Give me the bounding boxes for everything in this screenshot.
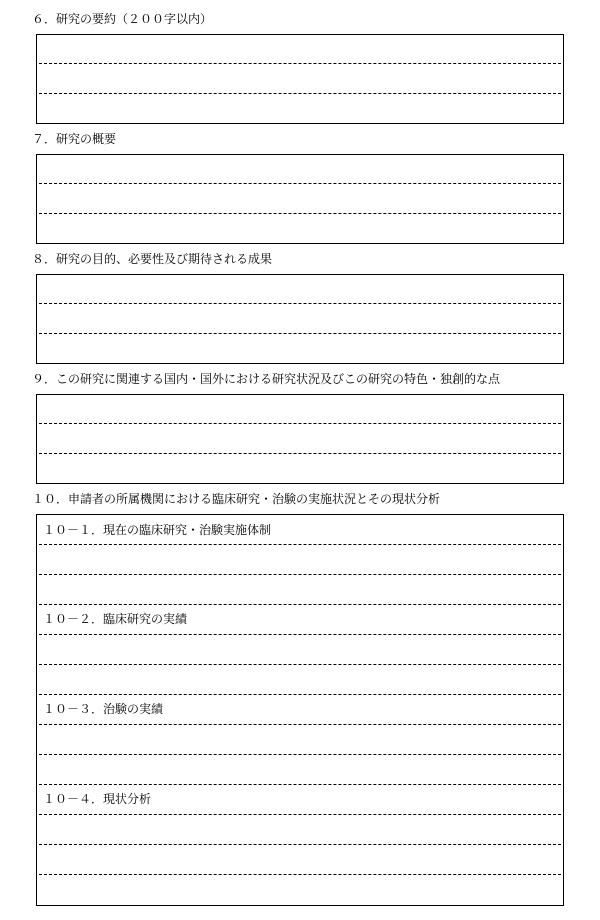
section-10-input-area[interactable] — [37, 515, 563, 905]
section-6-heading: ６．研究の要約（２００字以内） — [32, 12, 213, 26]
section-9-input-area[interactable] — [37, 395, 563, 483]
ruled-line — [39, 544, 561, 545]
section-10-heading: １０．申請者の所属機関における臨床研究・治験の実施状況とその現状分析 — [32, 492, 441, 506]
ruled-line — [39, 754, 561, 755]
subsection-10-2-heading: １０－２．臨床研究の実績 — [43, 612, 188, 626]
subsection-10-3-heading: １０－３．治験の実績 — [43, 702, 164, 716]
section-7-input-area[interactable] — [37, 155, 563, 243]
section-8-box — [36, 274, 564, 364]
ruled-line — [39, 694, 561, 695]
ruled-line — [39, 213, 561, 214]
ruled-line — [39, 604, 561, 605]
section-7-heading: ７．研究の概要 — [32, 132, 117, 146]
section-8-input-area[interactable] — [37, 275, 563, 363]
ruled-line — [39, 814, 561, 815]
ruled-line — [39, 844, 561, 845]
ruled-line — [39, 724, 561, 725]
ruled-line — [39, 634, 561, 635]
ruled-line — [39, 874, 561, 875]
ruled-line — [39, 303, 561, 304]
section-6-input-area[interactable] — [37, 35, 563, 123]
subsection-10-1-heading: １０－１．現在の臨床研究・治験実施体制 — [43, 523, 272, 537]
ruled-line — [39, 63, 561, 64]
ruled-line — [39, 183, 561, 184]
ruled-line — [39, 664, 561, 665]
ruled-line — [39, 453, 561, 454]
ruled-line — [39, 784, 561, 785]
ruled-line — [39, 93, 561, 94]
ruled-line — [39, 574, 561, 575]
section-9-box — [36, 394, 564, 484]
subsection-10-4-heading: １０－４．現状分析 — [43, 792, 152, 806]
section-8-heading: ８．研究の目的、必要性及び期待される成果 — [32, 252, 273, 266]
section-6-box — [36, 34, 564, 124]
section-7-box — [36, 154, 564, 244]
section-9-heading: ９．この研究に関連する国内・国外における研究状況及びこの研究の特色・独創的な点 — [32, 372, 501, 386]
ruled-line — [39, 423, 561, 424]
section-10-box — [36, 514, 564, 906]
ruled-line — [39, 333, 561, 334]
